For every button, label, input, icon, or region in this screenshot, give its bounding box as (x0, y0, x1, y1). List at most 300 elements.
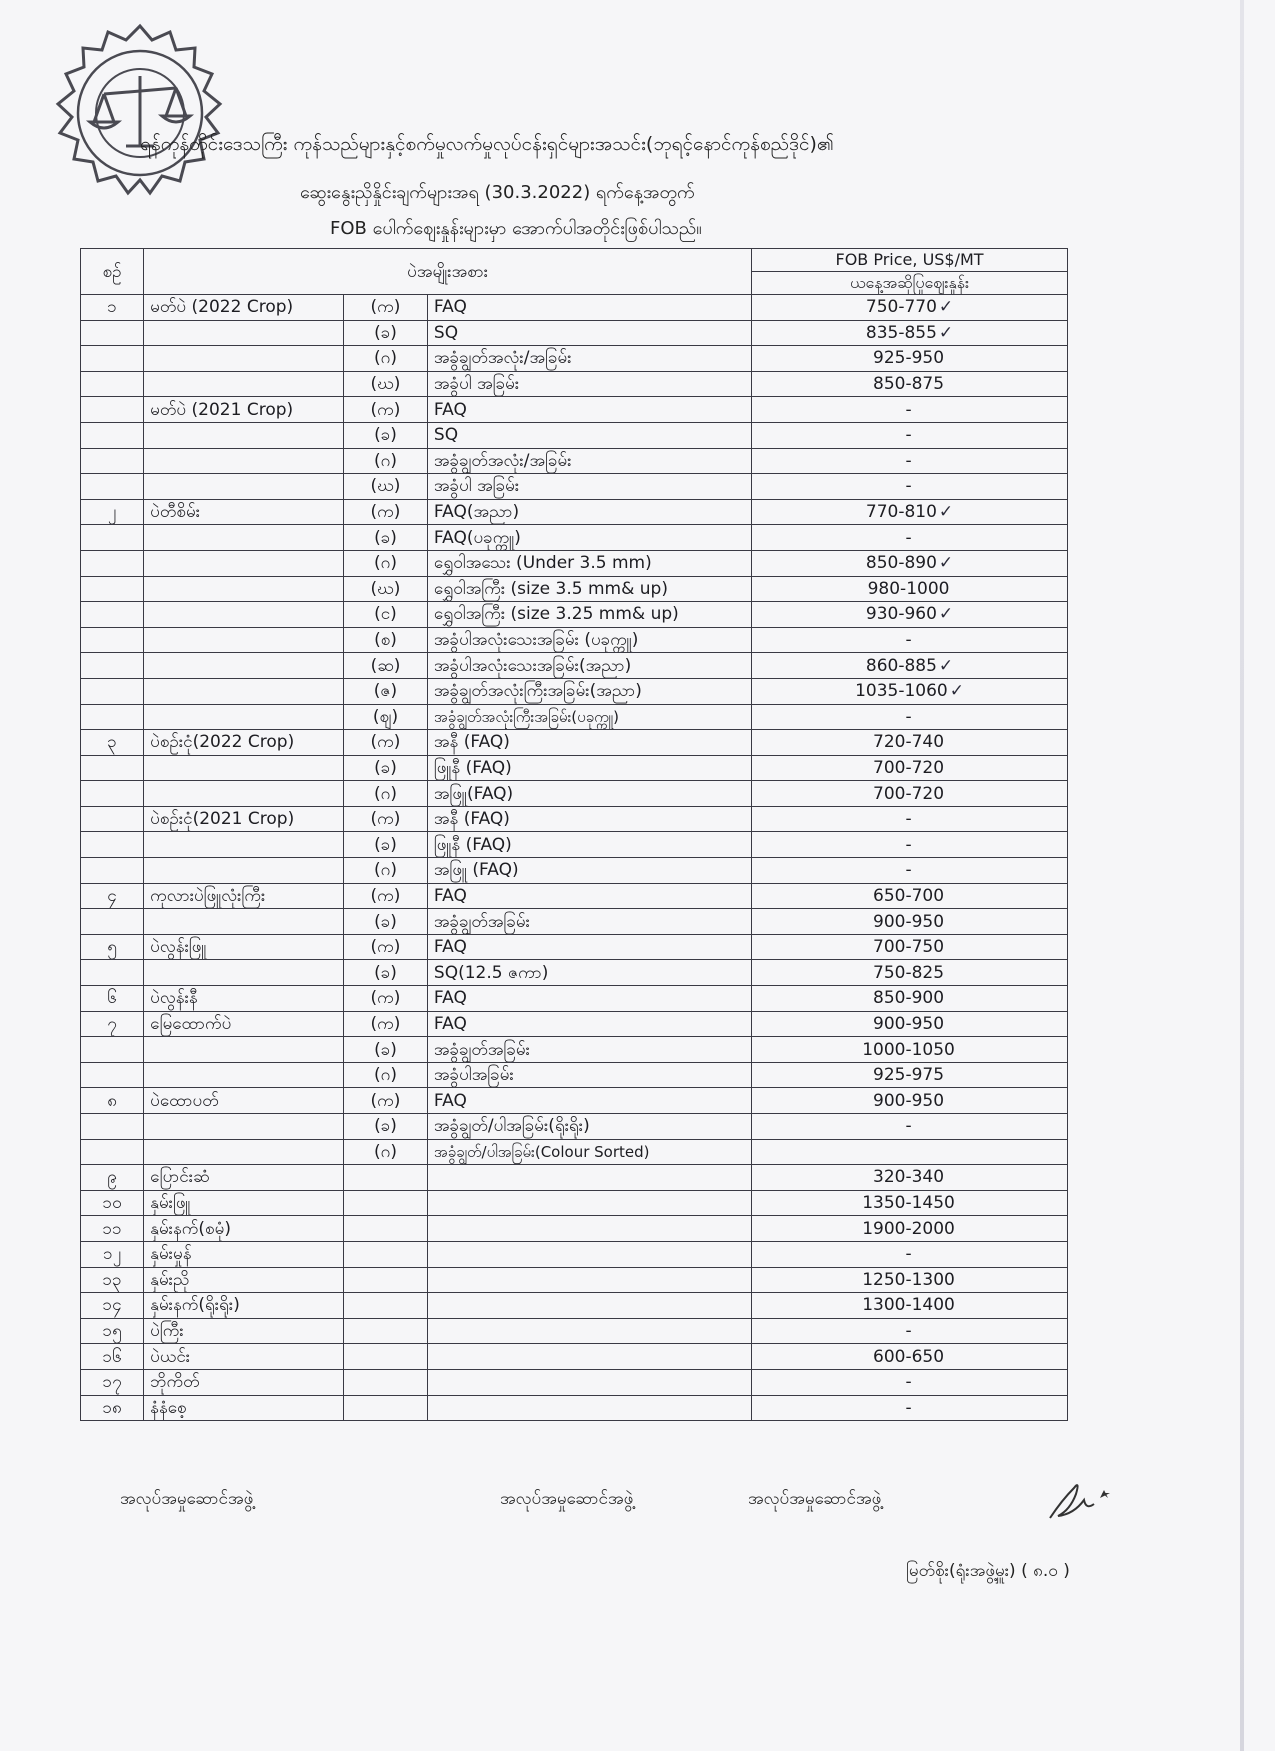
sub-item-text: (ဇ) (373, 681, 398, 702)
grade-text: FAQ (433, 1013, 467, 1034)
grade-cell (427, 1344, 751, 1370)
grade-text: ရွှေဝါအသေး (Under 3.5 mm) (433, 553, 652, 574)
bean-name-cell (144, 1139, 344, 1165)
table-row (81, 397, 1068, 423)
table-row (81, 1088, 1068, 1114)
bean-name-text: နှမ်းမှုန် (150, 1244, 192, 1265)
bean-name-cell (144, 1037, 344, 1063)
grade-cell (427, 704, 751, 730)
header-proposed-price: ယနေ့အဆိုပြုဈေးနှုန်း (752, 272, 1068, 295)
price-text: 1250-1300 (862, 1269, 955, 1290)
grade-text: FAQ(ပခုက္ကူ) (433, 527, 521, 548)
grade-cell (427, 986, 751, 1012)
price-cell (752, 934, 1068, 960)
sub-item-text: (က) (370, 885, 401, 906)
bean-name-text: နံနံစေ့ (150, 1397, 187, 1418)
grade-cell (427, 371, 751, 397)
sub-item-text: (ဃ) (370, 476, 401, 497)
bean-name-text: နှမ်းညို (150, 1269, 190, 1290)
bean-name-text: ပဲစဉ်းငုံ(2021 Crop) (150, 809, 295, 830)
price-cell (752, 1293, 1068, 1319)
serial-no-text: ၁၃ (102, 1269, 122, 1290)
table-row (81, 550, 1068, 576)
check-mark-icon: ✓ (938, 322, 954, 343)
bean-name-text: ပဲစဉ်းငုံ(2022 Crop) (150, 732, 295, 753)
bean-name-cell (144, 346, 344, 372)
price-cell (752, 1011, 1068, 1037)
serial-no-text: ၁၀ (102, 1193, 122, 1214)
bean-name-cell (144, 1395, 344, 1421)
price-cell (752, 295, 1068, 321)
sub-item-cell (344, 525, 428, 551)
sub-item-text: (က) (370, 988, 401, 1009)
table-row (81, 1318, 1068, 1344)
sub-item-text: (က) (370, 809, 401, 830)
price-cell (752, 960, 1068, 986)
table-row (81, 1395, 1068, 1421)
price-cell (752, 1114, 1068, 1140)
sub-item-cell (344, 1369, 428, 1395)
sub-item-cell (344, 960, 428, 986)
price-cell (752, 883, 1068, 909)
serial-no-cell (81, 755, 144, 781)
serial-no-text: ၈ (107, 1090, 117, 1111)
sub-item-cell (344, 755, 428, 781)
association-seal (40, 18, 240, 218)
sub-item-cell (344, 1344, 428, 1370)
price-text: 700-720 (873, 757, 945, 778)
price-cell (752, 730, 1068, 756)
sub-item-text: (ခ) (374, 1116, 397, 1137)
bean-name-cell (144, 832, 344, 858)
sub-item-cell (344, 1293, 428, 1319)
sub-item-cell (344, 806, 428, 832)
grade-text: အခွံချွတ်/ပါအခြမ်း(Colour Sorted) (433, 1142, 650, 1161)
serial-no-cell (81, 371, 144, 397)
sub-item-text: (ဂ) (373, 860, 397, 881)
fob-price-table (80, 248, 1068, 1421)
serial-no-text: ၅ (107, 937, 117, 958)
price-text: - (905, 476, 912, 497)
sub-item-cell (344, 499, 428, 525)
serial-no-cell (81, 883, 144, 909)
grade-text: FAQ (433, 988, 467, 1009)
sub-item-text: (ခ) (374, 911, 397, 932)
serial-no-text: ၁၈ (102, 1397, 122, 1418)
grade-cell (427, 525, 751, 551)
table-row (81, 320, 1068, 346)
price-cell (752, 1062, 1068, 1088)
price-text: - (905, 834, 912, 855)
bean-name-cell (144, 858, 344, 884)
price-table-body (81, 295, 1068, 1421)
price-cell (752, 858, 1068, 884)
price-cell (752, 525, 1068, 551)
bean-name-cell (144, 550, 344, 576)
price-text: 700-750 (873, 937, 945, 958)
price-cell (752, 371, 1068, 397)
header-line-2: ဆွေးနွေးညှိနှိုင်းချက်များအရ (30.3.2022) ရက်နေ့အတွက် (300, 182, 695, 203)
check-mark-icon: ✓ (938, 655, 954, 676)
bean-name-cell (144, 448, 344, 474)
grade-cell (427, 960, 751, 986)
grade-text: အခွံချွတ်/ပါအခြမ်း(ရိုးရိုး) (433, 1116, 590, 1137)
price-text: - (905, 1372, 912, 1393)
price-cell (752, 397, 1068, 423)
grade-cell (427, 448, 751, 474)
sub-item-text: (က) (370, 1013, 401, 1034)
serial-no-cell (81, 730, 144, 756)
sub-item-cell (344, 1267, 428, 1293)
table-row (81, 1011, 1068, 1037)
table-row (81, 858, 1068, 884)
serial-no-cell (81, 627, 144, 653)
serial-no-cell (81, 448, 144, 474)
sub-item-cell (344, 422, 428, 448)
serial-no-cell (81, 704, 144, 730)
grade-text: SQ (433, 322, 459, 343)
signatory-2: အလုပ်အမှုဆောင်အဖွဲ့ (500, 1489, 634, 1509)
table-row (81, 1267, 1068, 1293)
sub-item-text: (ဃ) (370, 578, 401, 599)
grade-text: အခွံပါ အခြမ်း (433, 374, 520, 395)
grade-cell (427, 909, 751, 935)
sub-item-text: (စ) (374, 630, 397, 651)
price-text: - (905, 1321, 912, 1342)
grade-text: အခွံချွတ်အလုံး/အခြမ်း (433, 348, 572, 369)
price-text: 770-810 (865, 502, 937, 523)
bean-name-cell (144, 806, 344, 832)
price-text: - (905, 1397, 912, 1418)
serial-no-cell (81, 1165, 144, 1191)
table-row (81, 986, 1068, 1012)
sub-item-cell (344, 781, 428, 807)
bean-name-text: မတ်ပဲ (2021 Crop) (150, 399, 294, 420)
grade-text: FAQ (433, 399, 467, 420)
price-cell (752, 1318, 1068, 1344)
price-cell (752, 499, 1068, 525)
grade-cell (427, 832, 751, 858)
header-line-1: ရန်ကုန်တိုင်းဒေသကြီး ကုန်သည်များနှင့်စက်မှုလက်မှုလုပ်ငန်းရှင်များအသင်း(ဘုရင့်နောင်ကုန်စည်ဒိုင်)၏ (140, 133, 834, 155)
price-text: 1035-1060 (855, 681, 948, 702)
check-mark-icon: ✓ (938, 297, 954, 318)
table-row (81, 781, 1068, 807)
price-text: - (905, 425, 912, 446)
grade-cell (427, 1241, 751, 1267)
serial-no-text: ၆ (107, 988, 117, 1009)
grade-text: SQ (433, 425, 459, 446)
grade-cell (427, 1395, 751, 1421)
price-text: 850-875 (873, 374, 945, 395)
grade-cell (427, 1216, 751, 1242)
bean-name-text: နှမ်းနက်(ရိုးရိုး) (150, 1295, 240, 1316)
grade-cell (427, 397, 751, 423)
price-text: 930-960 (865, 604, 937, 625)
bean-name-text: မတ်ပဲ (2022 Crop) (150, 297, 294, 318)
sub-item-cell (344, 858, 428, 884)
serial-no-cell (81, 781, 144, 807)
sub-item-text: (က) (370, 399, 401, 420)
bean-name-cell (144, 678, 344, 704)
bean-name-text: ပြောင်းဆံ (150, 1167, 210, 1188)
sub-item-cell (344, 1139, 428, 1165)
grade-text: အဖြူ(FAQ) (433, 783, 514, 804)
sub-item-cell (344, 1241, 428, 1267)
price-cell (752, 1267, 1068, 1293)
table-row (81, 474, 1068, 500)
price-cell (752, 550, 1068, 576)
price-text: 1900-2000 (862, 1218, 955, 1239)
grade-text: အခွံချွတ်အလုံး/အခြမ်း (433, 450, 572, 471)
price-text: 850-900 (873, 988, 945, 1009)
sub-item-cell (344, 1318, 428, 1344)
price-cell (752, 755, 1068, 781)
bean-name-cell (144, 1190, 344, 1216)
bean-name-cell (144, 422, 344, 448)
sub-item-text: (ခ) (374, 834, 397, 855)
bean-name-text: ပဲလွန်းနီ (150, 988, 198, 1009)
price-cell (752, 474, 1068, 500)
price-text: 900-950 (873, 1013, 945, 1034)
sub-item-cell (344, 1037, 428, 1063)
bean-name-cell (144, 1369, 344, 1395)
price-cell (752, 909, 1068, 935)
grade-cell (427, 1139, 751, 1165)
bean-name-cell (144, 499, 344, 525)
grade-text: FAQ (433, 937, 467, 958)
table-row (81, 653, 1068, 679)
price-text: 835-855 (865, 322, 937, 343)
grade-cell (427, 1088, 751, 1114)
page-edge (1240, 0, 1244, 1751)
price-cell (752, 1139, 1068, 1165)
grade-cell (427, 755, 751, 781)
price-text: 925-975 (873, 1065, 945, 1086)
price-cell (752, 448, 1068, 474)
bean-name-cell (144, 755, 344, 781)
sub-item-text: (ဂ) (373, 348, 397, 369)
bean-name-text: ပဲယင်း (150, 1346, 191, 1367)
sub-item-cell (344, 397, 428, 423)
table-row (81, 678, 1068, 704)
grade-cell (427, 1165, 751, 1191)
office-head-note: မြတ်စိုး(ရုံးအဖွဲ့မှူး) ( ၈.၀ ) (906, 1561, 1070, 1581)
price-text: 320-340 (873, 1167, 945, 1188)
grade-text: FAQ (433, 297, 467, 318)
bean-name-cell (144, 704, 344, 730)
grade-cell (427, 1190, 751, 1216)
price-text: 650-700 (873, 885, 945, 906)
grade-text: ဖြူနီ (FAQ) (433, 757, 512, 778)
table-row (81, 371, 1068, 397)
header-bean-type: ပဲအမျိုးအစား (144, 249, 752, 295)
price-cell (752, 806, 1068, 832)
sub-item-text: (ဂ) (373, 553, 397, 574)
sub-item-text: (က) (370, 1090, 401, 1111)
check-mark-icon: ✓ (938, 502, 954, 523)
bean-name-cell (144, 1088, 344, 1114)
bean-name-cell (144, 1062, 344, 1088)
sub-item-cell (344, 320, 428, 346)
sub-item-cell (344, 448, 428, 474)
price-text: 600-650 (873, 1346, 945, 1367)
sub-item-cell (344, 678, 428, 704)
price-text: - (905, 450, 912, 471)
price-cell (752, 602, 1068, 628)
serial-no-cell (81, 1318, 144, 1344)
price-text: 1000-1050 (862, 1039, 955, 1060)
serial-no-cell (81, 1267, 144, 1293)
serial-no-cell (81, 320, 144, 346)
sub-item-text: (ခ) (374, 962, 397, 983)
serial-no-text: ၃ (107, 732, 117, 753)
table-row (81, 1369, 1068, 1395)
grade-text: ဖြူနီ (FAQ) (433, 834, 512, 855)
serial-no-text: ၇ (107, 1013, 117, 1034)
serial-no-cell (81, 909, 144, 935)
grade-text: အခွံချွတ်အခြမ်း (433, 911, 530, 932)
sub-item-cell (344, 909, 428, 935)
bean-name-cell (144, 1293, 344, 1319)
price-text: 700-720 (873, 783, 945, 804)
bean-name-cell (144, 781, 344, 807)
grade-text: အခွံပါအလုံးသေးအခြမ်း (ပခုက္ကူ) (433, 630, 639, 651)
table-header-row (81, 249, 1068, 272)
bean-name-cell (144, 653, 344, 679)
serial-no-cell (81, 1369, 144, 1395)
sub-item-text: (က) (370, 502, 401, 523)
price-text: - (905, 527, 912, 548)
sub-item-cell (344, 576, 428, 602)
sub-item-cell (344, 1165, 428, 1191)
table-row (81, 448, 1068, 474)
grade-cell (427, 730, 751, 756)
table-row (81, 806, 1068, 832)
bean-name-cell (144, 320, 344, 346)
sub-item-text: (ခ) (374, 322, 397, 343)
bean-name-cell (144, 371, 344, 397)
sub-item-cell (344, 1088, 428, 1114)
grade-text: FAQ(အညာ) (433, 502, 520, 523)
bean-name-cell (144, 1241, 344, 1267)
table-row (81, 960, 1068, 986)
price-cell (752, 781, 1068, 807)
price-text: 1350-1450 (862, 1193, 955, 1214)
table-row (81, 909, 1068, 935)
grade-cell (427, 934, 751, 960)
handwritten-signature (1040, 1470, 1120, 1530)
bean-name-cell (144, 883, 344, 909)
bean-name-cell (144, 1267, 344, 1293)
grade-text: FAQ (433, 885, 467, 906)
grade-cell (427, 678, 751, 704)
serial-no-cell (81, 960, 144, 986)
price-text: - (905, 860, 912, 881)
price-text: - (905, 630, 912, 651)
table-row (81, 1037, 1068, 1063)
price-cell (752, 1088, 1068, 1114)
grade-cell (427, 627, 751, 653)
sub-item-text: (ဂ) (373, 1065, 397, 1086)
sub-item-text: (က) (370, 732, 401, 753)
bean-name-text: မြေထောက်ပဲ (150, 1013, 232, 1034)
sub-item-cell (344, 1011, 428, 1037)
table-row (81, 602, 1068, 628)
grade-text: အခွံပါအလုံးသေးအခြမ်း(အညာ) (433, 655, 632, 676)
bean-name-cell (144, 397, 344, 423)
serial-no-text: ၁၅ (102, 1321, 122, 1342)
sub-item-cell (344, 1216, 428, 1242)
serial-no-cell (81, 1088, 144, 1114)
sub-item-cell (344, 1062, 428, 1088)
bean-name-text: ပဲတီစိမ်း (150, 502, 201, 523)
table-row (81, 422, 1068, 448)
bean-name-cell (144, 1011, 344, 1037)
check-mark-icon: ✓ (938, 604, 954, 625)
grade-cell (427, 1062, 751, 1088)
sub-item-cell (344, 1395, 428, 1421)
bean-name-cell (144, 1344, 344, 1370)
bean-name-cell (144, 576, 344, 602)
grade-cell (427, 1037, 751, 1063)
sub-item-cell (344, 730, 428, 756)
grade-text: FAQ (433, 1090, 467, 1111)
bean-name-text: နှမ်းနက်(စမုံ) (150, 1218, 231, 1239)
grade-cell (427, 883, 751, 909)
sub-item-text: (ဂ) (373, 1141, 397, 1162)
price-text: - (905, 399, 912, 420)
price-text: - (905, 1244, 912, 1265)
table-row (81, 1139, 1068, 1165)
serial-no-cell (81, 397, 144, 423)
signatory-1: အလုပ်အမှုဆောင်အဖွဲ့ (120, 1489, 254, 1509)
grade-cell (427, 602, 751, 628)
sub-item-cell (344, 832, 428, 858)
signatory-3: အလုပ်အမှုဆောင်အဖွဲ့ (748, 1489, 882, 1509)
serial-no-cell (81, 1241, 144, 1267)
table-row (81, 832, 1068, 858)
bean-name-cell (144, 1216, 344, 1242)
grade-text: အခွံချွတ်အခြမ်း (433, 1039, 530, 1060)
sub-item-cell (344, 550, 428, 576)
bean-name-cell (144, 934, 344, 960)
price-text: - (905, 1116, 912, 1137)
serial-no-text: ၁၇ (102, 1372, 122, 1393)
price-cell (752, 1344, 1068, 1370)
grade-cell (427, 1011, 751, 1037)
price-text: 860-885 (865, 655, 937, 676)
serial-no-text: ၁ (107, 297, 117, 318)
price-text: - (905, 809, 912, 830)
bean-name-cell (144, 627, 344, 653)
price-text: 750-770 (865, 297, 937, 318)
serial-no-text: ၁၂ (103, 1244, 122, 1265)
grade-text: အခွံချွတ်အလုံးကြီးအခြမ်း(အညာ) (433, 681, 642, 702)
grade-text: အခွံပါအခြမ်း (433, 1065, 514, 1086)
serial-no-cell (81, 1190, 144, 1216)
serial-no-cell (81, 525, 144, 551)
grade-cell (427, 474, 751, 500)
grade-cell (427, 1369, 751, 1395)
serial-no-cell (81, 1344, 144, 1370)
bean-name-cell (144, 1114, 344, 1140)
serial-no-cell (81, 653, 144, 679)
table-row (81, 627, 1068, 653)
table-row (81, 525, 1068, 551)
table-row (81, 1293, 1068, 1319)
grade-cell (427, 1267, 751, 1293)
serial-no-cell (81, 806, 144, 832)
